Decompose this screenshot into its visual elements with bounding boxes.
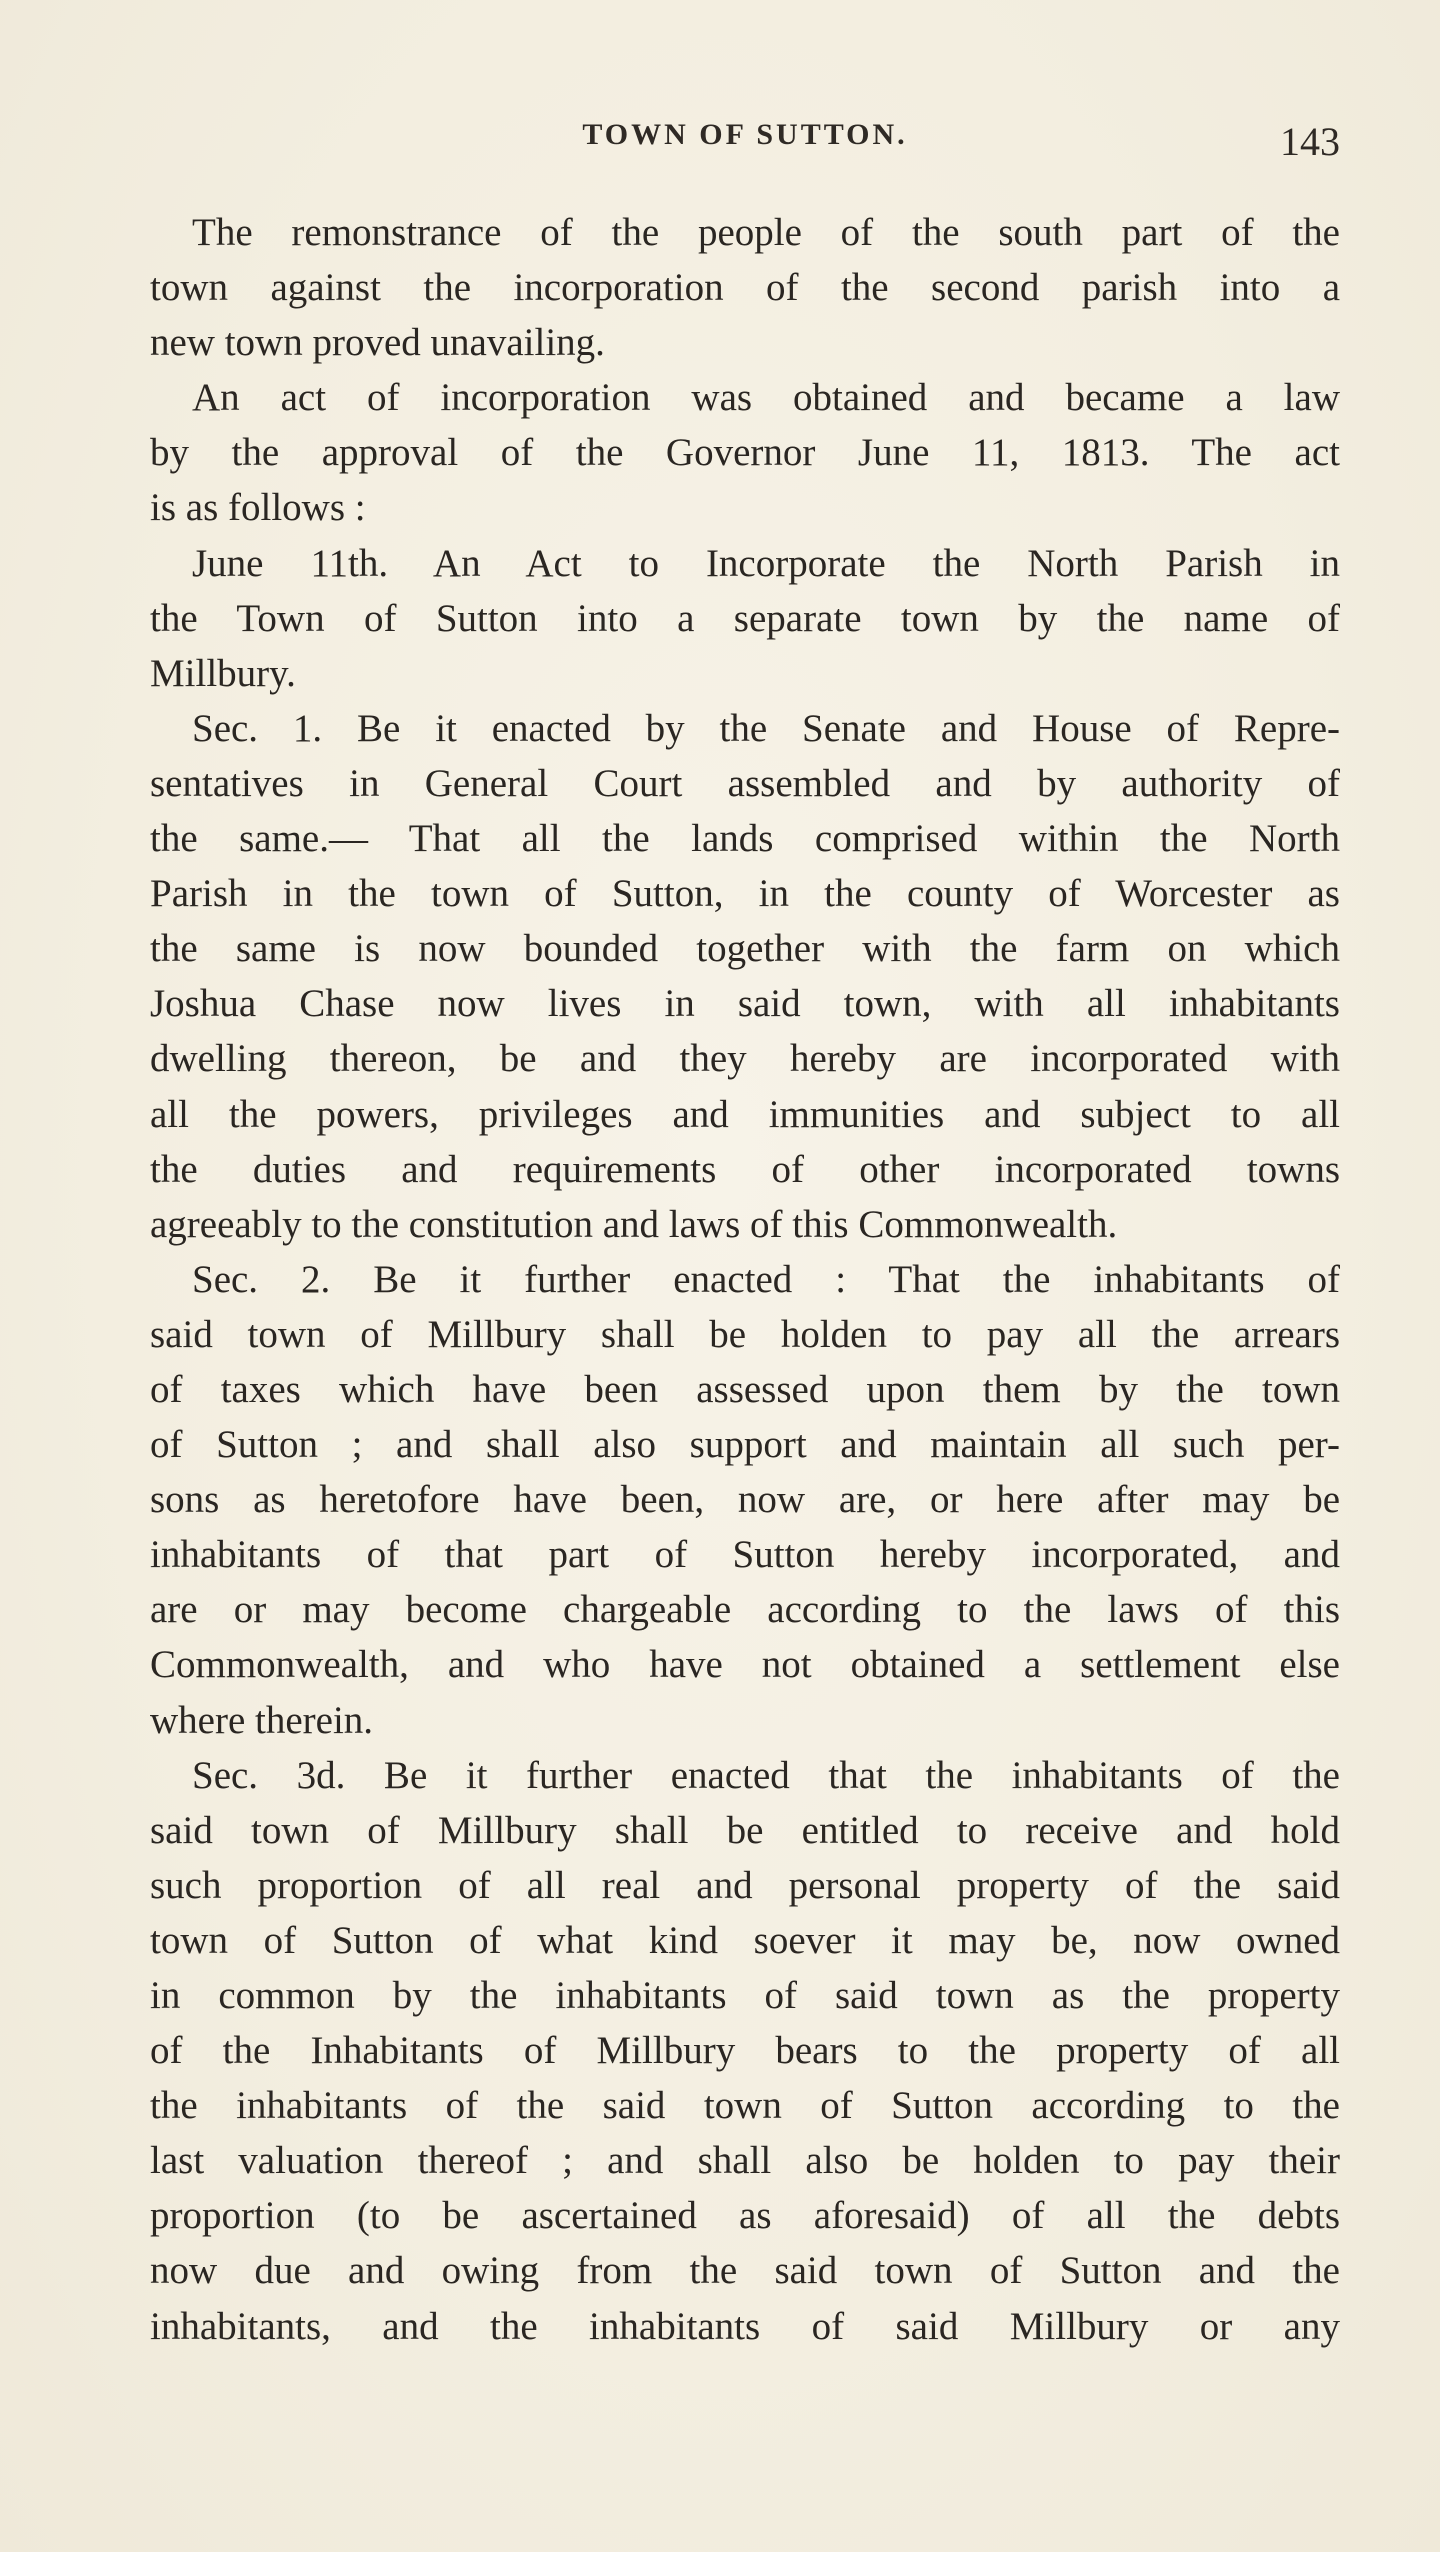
text-line: said town of Millbury shall be holden to pay all the arrears: [150, 1312, 1340, 1356]
text-line: where therein.: [150, 1698, 374, 1742]
text-line: dwelling thereon, be and they hereby are incorporated with: [150, 1037, 1340, 1081]
text-line: all the powers, privileges and immunities and subject to all: [150, 1092, 1340, 1136]
running-header: [150, 118, 1340, 164]
text-line: town of Sutton of what kind soever it may be, now owned: [150, 1918, 1340, 1962]
text-line: Sec. 2. Be it further enacted : That the inhabitants of: [192, 1257, 1340, 1301]
text-line: now due and owing from the said town of Sutton and the: [150, 2249, 1340, 2293]
text-line: proportion (to be ascertained as aforesaid) of all the debts: [150, 2194, 1340, 2238]
text-line: is as follows :: [150, 486, 366, 530]
text-line: inhabitants of that part of Sutton hereby incorporated, and: [150, 1533, 1340, 1577]
text-line: of taxes which have been assessed upon them by the town: [150, 1367, 1340, 1411]
text-line: the same.— That all the lands comprised within the North: [150, 817, 1340, 861]
text-line: the duties and requirements of other incorporated towns: [150, 1147, 1340, 1191]
text-line: The remonstrance of the people of the south part of the: [192, 211, 1340, 254]
text-line: Commonwealth, and who have not obtained a settlement else: [150, 1643, 1340, 1687]
text-line: An act of incorporation was obtained and became a law: [192, 376, 1340, 420]
text-line: the inhabitants of the said town of Sutton according to the: [150, 2084, 1340, 2128]
text-line: last valuation thereof ; and shall also be holden to pay their: [150, 2139, 1340, 2183]
text-line: Joshua Chase now lives in said town, with all inhabitants: [150, 982, 1340, 1026]
text-line: the Town of Sutton into a separate town by the name of: [150, 596, 1340, 640]
text-line: Millbury.: [150, 651, 296, 695]
text-line: by the approval of the Governor June 11, 1813. The act: [150, 431, 1340, 475]
text-line: sentatives in General Court assembled and by authority of: [150, 761, 1340, 805]
text-line: of the Inhabitants of Millbury bears to the property of all: [150, 2029, 1340, 2073]
page-number: 143: [1280, 119, 1340, 164]
text-line: agreeably to the constitution and laws of this Commonwealth.: [150, 1202, 1118, 1246]
text-line: the same is now bounded together with the farm on which: [150, 927, 1340, 971]
text-line: sons as heretofore have been, now are, or here after may be: [150, 1478, 1340, 1522]
text-line: of Sutton ; and shall also support and maintain all such per-: [150, 1423, 1340, 1467]
text-line: Sec. 1. Be it enacted by the Senate and House of Repre-: [192, 706, 1340, 750]
text-line: town against the incorporation of the second parish into a: [150, 266, 1340, 310]
text-line: June 11th. An Act to Incorporate the North Parish in: [192, 541, 1340, 585]
body-text: [150, 205, 1340, 2354]
text-line: inhabitants, and the inhabitants of said Millbury or any: [150, 2304, 1340, 2348]
text-line: such proportion of all real and personal property of the said: [150, 1863, 1340, 1907]
running-title: TOWN OF SUTTON.: [582, 118, 908, 151]
text-line: new town proved unavailing.: [150, 321, 605, 365]
text-line: in common by the inhabitants of said town as the property: [150, 1974, 1340, 2017]
text-line: are or may become chargeable according to the laws of this: [150, 1588, 1340, 1632]
text-line: Sec. 3d. Be it further enacted that the inhabitants of the: [192, 1753, 1340, 1797]
text-line: said town of Millbury shall be entitled to receive and hold: [150, 1808, 1340, 1852]
text-line: Parish in the town of Sutton, in the county of Worcester as: [150, 872, 1340, 916]
